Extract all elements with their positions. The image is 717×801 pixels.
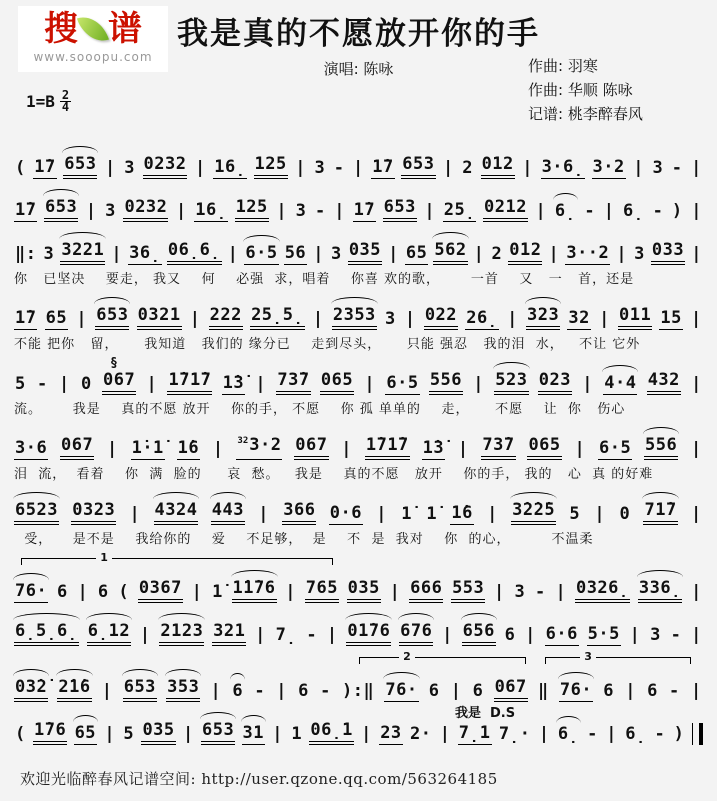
barline: | [76, 309, 88, 329]
barline: | [313, 244, 324, 264]
note-group: 353 [166, 677, 200, 702]
note-group: 16̣ [195, 200, 227, 220]
note-group: - [652, 201, 664, 221]
barline: | [175, 201, 187, 221]
note-group: 1̇76 [33, 720, 67, 745]
note-group: 1̇7 [15, 308, 37, 328]
note-group: 6 [647, 681, 658, 701]
note-group: 26̣ [466, 308, 498, 328]
barline: | [538, 724, 550, 744]
note-group: 653 [401, 154, 435, 179]
note-group: 1̇6 [451, 503, 473, 523]
note-group: 653 [63, 154, 97, 179]
notation-line [14, 233, 703, 265]
note-group: 035 [141, 720, 175, 745]
note-group: 3̇2̇2̇5 [511, 500, 556, 525]
barline: | [443, 158, 454, 178]
note-group: 765 [305, 578, 339, 603]
note-group: 553 [451, 578, 485, 603]
note-group: 6 [298, 681, 309, 701]
barline: | [535, 201, 547, 221]
note-group: 7̣1 [458, 723, 491, 743]
barline: | [255, 374, 267, 394]
logo-char-sou: 搜 [44, 9, 78, 49]
music-sign: ( [15, 724, 26, 744]
barline: | [690, 681, 702, 701]
barline: | [582, 374, 593, 394]
note-group: 65 [45, 308, 68, 328]
note-group: 1̇ [426, 504, 438, 524]
barline: | [258, 504, 269, 524]
barline: | [487, 504, 498, 524]
note-group: - [654, 724, 666, 744]
note-group: 3 [331, 244, 342, 264]
barline: | [690, 504, 702, 524]
note-group: 2̇1̇6 [57, 677, 91, 702]
note-group: 065 [320, 370, 354, 395]
barline: | [341, 439, 353, 459]
note-group: 366 [282, 500, 316, 525]
barline: | [107, 439, 118, 459]
barline: | [285, 582, 296, 602]
note-group: 6̣12 [87, 621, 131, 646]
note-group: - [37, 374, 48, 394]
note-group: 1̇·1̇ [131, 438, 164, 458]
notation-line [14, 713, 703, 745]
note-group: 6·5 [386, 373, 419, 393]
lyrics-line: 泪 流， 看着 你 满 脸的 哀 愁。 我是 真的不愿 放开 你的手， 我的 心 真 的好难 [14, 467, 654, 482]
note-group: 2 [491, 244, 503, 264]
composer-credit-1: 作曲: 羽寒 [528, 57, 598, 75]
barline: | [450, 681, 462, 701]
notation-line [14, 298, 703, 330]
note-group: 06̣6̣ [167, 240, 222, 265]
barline: | [555, 582, 567, 602]
barline: | [272, 724, 284, 744]
notation-line [14, 147, 703, 179]
music-sign: ) [673, 724, 685, 744]
note-group: 067 [294, 435, 328, 460]
notation-line [14, 428, 703, 460]
note-group: 3 [384, 309, 396, 329]
note-group: 6 [428, 681, 440, 701]
note-group: 3 [634, 244, 645, 264]
note-group: 656 [462, 621, 496, 646]
note-group: 36̣ [129, 243, 161, 263]
time-signature-denominator: 4 [61, 100, 70, 114]
note-group: 012 [481, 154, 515, 179]
note-group: 2 [462, 158, 474, 178]
note-group: - [670, 625, 682, 645]
note-group: 1̇71̇7 [167, 370, 212, 395]
barline: | [276, 681, 287, 701]
note-group: - [333, 158, 345, 178]
note-group: 035 [347, 578, 381, 603]
note-group: 7̣ [275, 625, 297, 645]
barline: | [364, 374, 376, 394]
barline: | [494, 582, 505, 602]
barline: | [473, 374, 485, 394]
note-group: - [584, 201, 596, 221]
barline: | [101, 681, 113, 701]
note-group: 1̇6 [177, 438, 200, 458]
note-group: 4324 [154, 500, 199, 525]
note-group: 6 [603, 681, 615, 701]
note-group: 6̣5̣6̣ [14, 621, 79, 646]
barline: | [616, 244, 628, 264]
barline: | [376, 504, 388, 524]
note-group: 32 [568, 308, 590, 328]
note-group: 0 [619, 504, 631, 524]
music-line-block [14, 551, 703, 603]
note-group: 3 [105, 201, 116, 221]
note-group: 0232 [143, 154, 188, 179]
notation-line [14, 356, 703, 395]
note-group: 1̇7 [353, 200, 376, 220]
note-group: 31 [242, 723, 264, 743]
logo-url: www.sooopu.com [33, 50, 153, 64]
note-group: 6 [232, 681, 244, 701]
song-title: 我是真的不愿放开你的手 [177, 16, 540, 52]
note-group: 65 [405, 243, 428, 263]
note-group: 0367 [138, 578, 183, 603]
barline: | [146, 374, 158, 394]
note-group: 0 [81, 374, 92, 394]
note-group: 73̇7 [276, 370, 310, 395]
note-group: 25̣5̣ [250, 305, 305, 330]
barline: | [182, 724, 194, 744]
note-group: 76· [385, 680, 418, 700]
barline: | [442, 625, 453, 645]
transcriber-credit: 记谱: 桃李醉春风 [528, 105, 643, 123]
notation-line [14, 670, 703, 702]
barline: | [105, 158, 116, 178]
note-group: 1̇7 [34, 157, 56, 177]
footer-text: 欢迎光临醉春风记谱空间: http://user.qzone.qq.com/563264185 [20, 770, 498, 788]
barline: | [388, 244, 399, 264]
barline: | [129, 504, 141, 524]
note-group: 71̇7 [643, 500, 677, 525]
note-group: 06̣1 [309, 720, 353, 745]
singer-credit: 演唱: 陈咏 [323, 60, 394, 78]
note-group: 3 [124, 158, 136, 178]
final-barline [692, 723, 703, 745]
note-group: 067 [60, 435, 94, 460]
volta-bracket [359, 650, 526, 664]
note-group: 6·5 [245, 243, 278, 263]
note-group: 3·6 [15, 438, 48, 458]
note-group: 321 [212, 621, 246, 646]
lyrics-line: 你 已坚决 要走， 我又 何 必强 求，唱着 你喜 欢的歌， 一首 又 一 首，还是 [14, 272, 635, 287]
barline: | [629, 625, 641, 645]
barline: | [191, 582, 203, 602]
note-group: 653 [201, 720, 235, 745]
note-group: 5·5 [587, 624, 620, 644]
note-group: 033 [651, 240, 685, 265]
credits-block [528, 54, 643, 126]
barline: | [111, 244, 123, 264]
music-line-block [14, 190, 703, 222]
note-group: 3 [514, 582, 526, 602]
barline: | [603, 201, 615, 221]
note-group: 1̇7 [15, 200, 37, 220]
music-line-block [14, 713, 703, 745]
music-line-block [14, 147, 703, 179]
music-sign: ) [671, 201, 683, 221]
notation-line [14, 493, 703, 525]
notation-line [14, 571, 703, 603]
note-group: - [671, 158, 683, 178]
lyrics-line: 受， 是不是 我给你的 爱 不足够， 是 不 是 我对 你 的心， 不温柔 [14, 532, 594, 547]
note-group: 0·6 [329, 503, 362, 523]
note-group: 523 [494, 370, 528, 395]
volta-bracket [545, 650, 692, 664]
music-sign: ‖: [15, 244, 37, 264]
note-group: 432 [647, 370, 681, 395]
note-group: 125 [235, 197, 269, 222]
logo-char-pu: 谱 [108, 9, 142, 49]
music-line-block [14, 233, 703, 287]
note-group: 065 [527, 435, 561, 460]
note-group: 1̇71̇7 [365, 435, 410, 460]
note-group: 5 [15, 374, 26, 394]
time-signature [60, 90, 71, 113]
note-group: 022 [424, 305, 458, 330]
notation-line [14, 190, 703, 222]
music-sign: ( [118, 582, 130, 602]
barline: | [326, 625, 338, 645]
note-group: 012 [508, 240, 542, 265]
note-group: 6 [472, 681, 484, 701]
music-line-block [14, 428, 703, 482]
barline: | [85, 201, 97, 221]
note-group: 3 [650, 625, 661, 645]
note-group: - [534, 582, 546, 602]
barline: | [439, 724, 451, 744]
note-group: 5 [123, 724, 135, 744]
note-group: $^{32}$3·2 [236, 435, 282, 460]
barline: | [633, 158, 645, 178]
lyrics-line: 不能 把你 留， 我知道 我们的 缘分已 走到尽头， 只能 强忍 我的泪 水， 不让 它外 [14, 337, 641, 352]
composer-credit-2: 作曲: 华顺 陈咏 [528, 81, 633, 99]
note-group: 653 [123, 677, 157, 702]
lyrics-line: 流。 我是 真的不愿 放开 你的手， 不愿 你 孤 单单的 走， 不愿 让 你 伤心 [14, 402, 626, 417]
note-group: 011 [618, 305, 652, 330]
barline: | [312, 309, 324, 329]
barline: | [361, 724, 372, 744]
note-group: 3·6̣ [541, 157, 585, 177]
note-group: 1̇1̇76 [232, 578, 277, 603]
barline: | [295, 158, 306, 178]
barline: | [507, 309, 518, 329]
note-group: 73̇7 [481, 435, 515, 460]
barline: | [210, 681, 222, 701]
note-group: 0212 [483, 197, 528, 222]
note-group: 562 [433, 240, 467, 265]
barline: | [457, 439, 469, 459]
note-group: - [314, 201, 326, 221]
barline: | [691, 158, 702, 178]
note-group: 3 [295, 201, 307, 221]
barline: | [139, 625, 151, 645]
note-group: 01̇76 [346, 621, 391, 646]
note-group: 2353 [332, 305, 377, 330]
note-group: 3 [652, 158, 664, 178]
barline: | [599, 309, 610, 329]
barline: | [389, 582, 401, 602]
note-group: 323 [526, 305, 560, 330]
barline: | [473, 244, 485, 264]
barline: | [353, 158, 364, 178]
note-group: 4·4 [604, 373, 637, 393]
note-group: - [306, 625, 318, 645]
barline: | [574, 439, 586, 459]
note-group: 653 [95, 305, 129, 330]
note-group: 3··2 [566, 243, 610, 263]
note-group: 6̣ [554, 201, 576, 221]
barline: | [334, 201, 346, 221]
note-group: 15 [660, 308, 682, 328]
barline: | [691, 374, 702, 394]
barline: | [594, 504, 606, 524]
note-group: 6523 [14, 500, 59, 525]
note-group: 222 [209, 305, 243, 330]
volta-label: 1 [96, 551, 112, 564]
note-group: 067 [494, 677, 528, 702]
note-group: 653 [44, 197, 78, 222]
barline: | [212, 439, 224, 459]
barline: | [104, 724, 116, 744]
music-sign: ‖ [537, 681, 549, 701]
volta-label: 2 [399, 650, 415, 663]
volta-bracket [21, 551, 333, 565]
key-signature [26, 90, 71, 113]
note-group: 0321 [137, 305, 182, 330]
segno-sign: § [110, 356, 119, 371]
note-group: 2· [409, 724, 432, 744]
music-area [0, 147, 717, 745]
note-group: 7̣· [498, 724, 531, 744]
note-group: 125 [254, 154, 288, 179]
grace-notes: 32 [237, 436, 249, 446]
note-group: 6·6 [545, 624, 578, 644]
barline: | [691, 439, 702, 459]
note-group: 16̣ [214, 157, 246, 177]
note-group: 23 [380, 723, 402, 743]
music-sign: ):‖ [342, 681, 375, 701]
barline: | [625, 681, 636, 701]
note-group: 6̣ [557, 724, 579, 744]
note-group: 76· [15, 581, 48, 601]
barline: | [255, 625, 266, 645]
note-group: - [254, 681, 266, 701]
note-group: 556 [644, 435, 678, 460]
time-signature-numerator: 2 [61, 88, 70, 102]
note-group: 0326̣ [575, 578, 630, 603]
music-line-block [14, 298, 703, 352]
header [0, 0, 717, 136]
barline: | [276, 201, 288, 221]
music-line-block [14, 614, 703, 646]
note-group: 067 § [102, 370, 136, 395]
note-group: 336̣ [638, 578, 682, 603]
note-group: 6̣ [623, 201, 644, 221]
note-group: - [669, 681, 680, 701]
note-group: 0323 [71, 500, 116, 525]
volta-label: 3 [580, 650, 596, 663]
note-group: 6 [504, 625, 516, 645]
note-group: 5 [569, 504, 581, 524]
notation-line [14, 614, 703, 646]
barline: | [548, 244, 560, 264]
note-group: 3221 [60, 240, 105, 265]
barline: | [691, 201, 702, 221]
music-line-block [14, 650, 703, 721]
note-group: 3 [314, 158, 326, 178]
barline: | [691, 582, 702, 602]
note-group: 1̇3̇ [222, 373, 245, 393]
barline: | [691, 625, 702, 645]
barline: | [424, 201, 436, 221]
note-group: 666 [409, 578, 443, 603]
note-group: - [587, 724, 598, 744]
ds-annotation: 我是 D.S [454, 706, 516, 721]
note-group: 0232 [123, 197, 168, 222]
music-sign: ( [15, 158, 26, 178]
barline: | [59, 374, 70, 394]
barline: | [404, 309, 416, 329]
music-line-block [14, 356, 703, 417]
note-group: 1̇7 [372, 157, 394, 177]
note-group: 023 [538, 370, 572, 395]
key-prefix: 1=B [26, 92, 55, 111]
note-group: 676 [399, 621, 433, 646]
barline: | [227, 244, 239, 264]
note-group: 6 [97, 582, 109, 602]
note-group: 1̇3̇ [422, 438, 445, 458]
note-group: - [320, 681, 331, 701]
barline: | [606, 724, 617, 744]
note-group: 6·5 [599, 438, 632, 458]
note-group: 76· [559, 680, 593, 700]
note-group: 1̇ [401, 504, 413, 524]
music-line-block [14, 493, 703, 547]
note-group: 2123 [159, 621, 204, 646]
barline: | [522, 158, 534, 178]
note-group: 3 [43, 244, 55, 264]
note-group: 03̇2̇ [14, 677, 48, 702]
note-group: 65 [74, 723, 97, 743]
barline: | [195, 158, 206, 178]
barline: | [691, 309, 702, 329]
note-group: 653 [383, 197, 417, 222]
note-group: 25̣ [443, 200, 476, 220]
note-group: 1 [291, 724, 303, 744]
barline: | [691, 244, 702, 264]
note-group: 443 [211, 500, 245, 525]
note-group: 6 [56, 582, 68, 602]
note-group: 1̇ [212, 582, 223, 602]
note-group: 035 [348, 240, 382, 265]
note-group: 556 [429, 370, 463, 395]
barline: | [77, 582, 89, 602]
note-group: 6̣ [625, 724, 647, 744]
note-group: 56 [284, 243, 307, 263]
note-group: 3·2 [592, 157, 625, 177]
barline: | [189, 309, 201, 329]
barline: | [525, 625, 536, 645]
